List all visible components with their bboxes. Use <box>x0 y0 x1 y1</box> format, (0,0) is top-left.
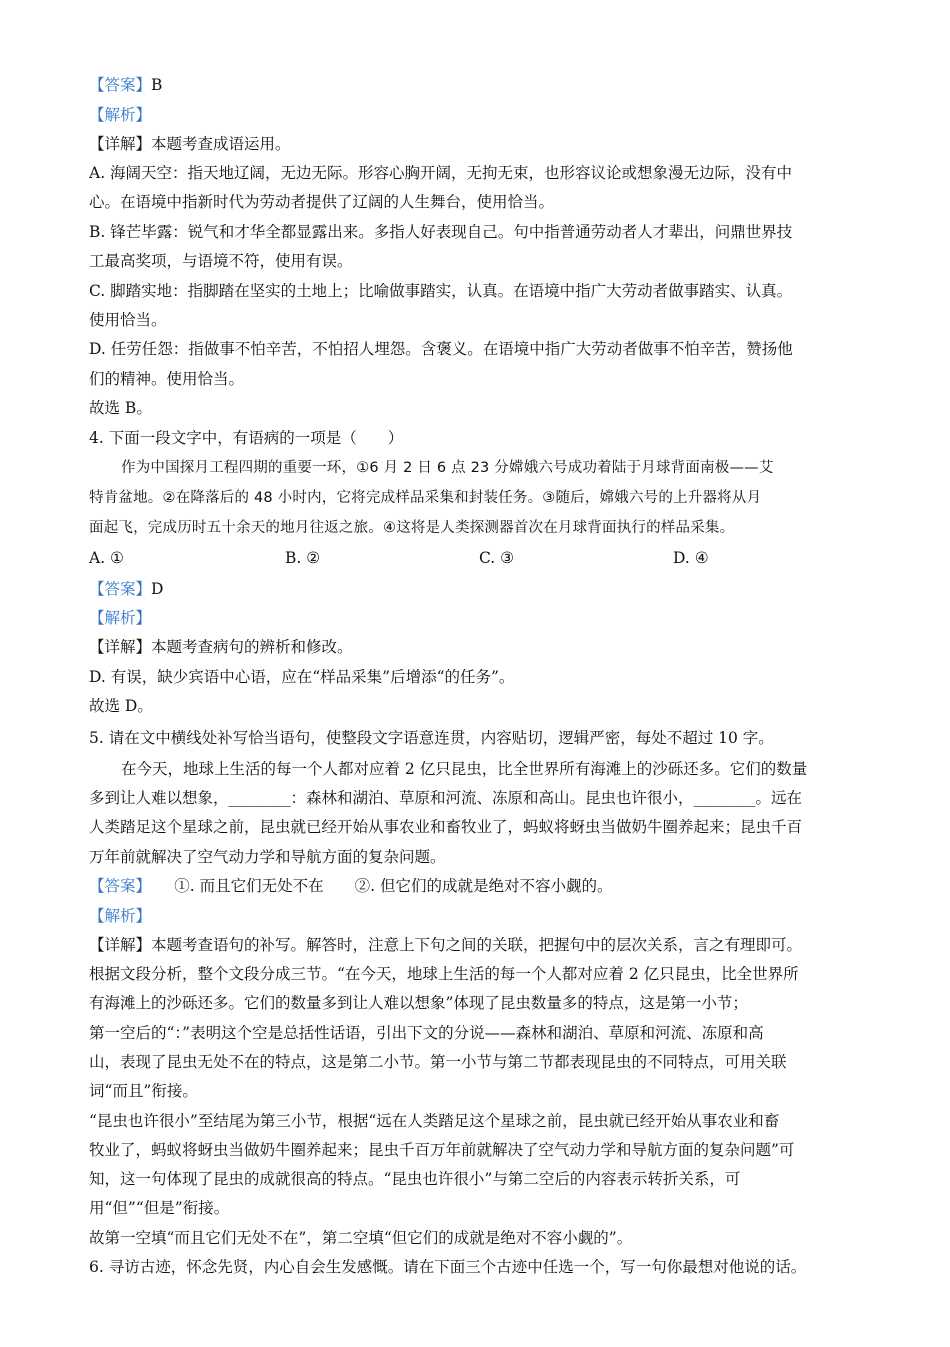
text-line <box>89 487 864 509</box>
text-span: 牧业了，蚂蚁将蚜虫当做奶牛圈养起来；昆虫千百万年前就解决了空气动力学和导航方面的复杂问题”可 <box>89 1141 795 1159</box>
text-line <box>89 963 864 985</box>
text-line <box>89 1256 864 1278</box>
text-span: “昆虫也许很小”至结尾为第三小节，根据“远在人类踏足这个星球之前，昆虫就已经开始从事农业和畜 <box>89 1112 780 1130</box>
text-line <box>89 1051 864 1073</box>
answer-option: D. ④ <box>673 549 709 567</box>
text-line <box>89 1197 864 1219</box>
text-span: ①. 而且它们无处不在 ②. 但它们的成就是绝对不容小觑的。 <box>143 877 613 895</box>
text-line <box>89 636 864 658</box>
text-line <box>89 280 864 302</box>
text-span: 们的精神。使用恰当。 <box>89 370 245 388</box>
text-span: B. 锋芒毕露：锐气和才华全都显露出来。多指人好表现自己。句中指普通劳动者人才辈出，问鼎世界技 <box>89 223 793 241</box>
text-span: 山，表现了昆虫无处不在的特点，这是第二小节。第一小节与第二节都表现昆虫的不同特点，可用关联 <box>89 1053 787 1071</box>
text-span: 6. 寻访古迹，怀念先贤，内心自会生发感慨。请在下面三个古迹中任选一个，写一句你最想对他说的话。 <box>89 1258 807 1276</box>
text-line <box>89 787 864 809</box>
section-label: 【答案】 <box>89 580 152 598</box>
text-line <box>89 397 864 419</box>
text-span: A. 海阔天空：指天地辽阔，无边无际。形容心胸开阔，无拘无束，也形容议论或想象漫无边际，没有中 <box>89 164 793 182</box>
text-span: 【详解】本题考查病句的辨析和修改。 <box>89 638 353 656</box>
text-span: 5. 请在文中横线处补写恰当语句，使整段文字语意连贯，内容贴切，逻辑严密，每处不超过 10 字。 <box>89 729 774 747</box>
answer-option: A. ① <box>89 549 124 567</box>
text-span: 在今天，地球上生活的每一个人都对应着 2 亿只昆虫，比全世界所有海滩上的沙砾还多。它们的数量 <box>121 760 808 778</box>
text-span: 使用恰当。 <box>89 311 167 329</box>
text-line <box>89 191 864 213</box>
text-line <box>89 905 864 927</box>
text-span: 词“而且”衔接。 <box>89 1082 198 1100</box>
text-span: 【详解】本题考查语句的补写。解答时，注意上下句之间的关联，把握句中的层次关系，言之有理即可。 <box>89 936 803 954</box>
text-span: 第一空后的“：”表明这个空是总括性话语，引出下文的分说——森林和湖泊、草原和河流、冻原和高 <box>89 1024 764 1042</box>
text-line <box>89 1168 864 1190</box>
answer-option: B. ② <box>285 549 321 567</box>
text-line <box>89 934 864 956</box>
text-line <box>89 1080 864 1102</box>
text-line <box>89 74 864 96</box>
text-line <box>89 162 864 184</box>
text-line <box>89 816 864 838</box>
section-label: 【解析】 <box>89 609 152 627</box>
text-span: 有海滩上的沙砾还多。它们的数量多到让人难以想象”体现了昆虫数量多的特点，这是第一小节； <box>89 994 748 1012</box>
text-line <box>89 727 864 749</box>
text-line <box>89 846 864 868</box>
text-line <box>89 607 864 629</box>
text-span: 用“但”“但是”衔接。 <box>89 1199 230 1217</box>
text-span: 故选 B。 <box>89 399 152 417</box>
text-span: 故第一空填“而且它们无处不在”，第二空填“但它们的成就是绝对不容小觑的”。 <box>89 1229 633 1247</box>
text-span: 故选 D。 <box>89 697 153 715</box>
text-span: C. 脚踏实地：指脚踏在坚实的土地上；比喻做事踏实，认真。在语境中指广大劳动者做事踏实、认真。 <box>89 282 793 300</box>
text-span: 人类踏足这个星球之前，昆虫就已经开始从事农业和畜牧业了，蚂蚁将蚜虫当做奶牛圈养起来；昆虫千百 <box>89 818 803 836</box>
text-line <box>89 695 864 717</box>
text-line <box>89 666 864 688</box>
text-span: B <box>151 76 163 94</box>
text-line <box>89 1022 864 1044</box>
text-span: 工最高奖项，与语境不符，使用有误。 <box>89 252 353 270</box>
answer-option: C. ③ <box>479 549 515 567</box>
section-label: 【解析】 <box>89 106 152 124</box>
text-line <box>89 338 864 360</box>
text-line <box>89 104 864 126</box>
section-label: 【答案】 <box>89 76 152 94</box>
text-span: 根据文段分析，整个文段分成三节。“在今天，地球上生活的每一个人都对应着 2 亿只昆虫，比全世界所 <box>89 965 799 983</box>
text-span: 4. 下面一段文字中，有语病的一项是（ ） <box>89 429 404 447</box>
text-span: 心。在语境中指新时代为劳动者提供了辽阔的人生舞台，使用恰当。 <box>89 193 555 211</box>
text-line <box>89 250 864 272</box>
text-line <box>89 1227 864 1249</box>
text-span: 面起飞，完成历时五十余天的地月往返之旅。④这将是人类探测器首次在月球背面执行的样品采集。 <box>89 520 735 536</box>
text-line <box>89 133 864 155</box>
text-line <box>89 992 864 1014</box>
text-line <box>89 427 864 449</box>
text-line <box>89 1110 864 1132</box>
text-line <box>89 1139 864 1161</box>
text-line <box>89 578 864 600</box>
text-line <box>121 758 864 780</box>
text-span: D. 有误，缺少宾语中心语，应在“样品采集”后增添“的任务”。 <box>89 668 515 686</box>
text-line <box>89 368 864 390</box>
text-line <box>89 875 864 897</box>
text-span: D <box>151 580 164 598</box>
text-span: D. 任劳任怨：指做事不怕辛苦，不怕招人埋怨。含褒义。在语境中指广大劳动者做事不怕辛苦，赞扬他 <box>89 340 793 358</box>
text-span: 知，这一句体现了昆虫的成就很高的特点。“昆虫也许很小”与第二空后的内容表示转折关系，可 <box>89 1170 741 1188</box>
text-line <box>89 221 864 243</box>
text-span: 特肯盆地。②在降落后的 48 小时内，它将完成样品采集和封装任务。③随后，嫦娥六号的上升器将从月 <box>89 490 762 506</box>
text-line <box>89 309 864 331</box>
text-line <box>89 517 864 539</box>
section-label: 【解析】 <box>89 907 152 925</box>
text-line <box>121 457 864 479</box>
text-span: 作为中国探月工程四期的重要一环，①6 月 2 日 6 点 23 分嫦娥六号成功着陆于月球背面南极——艾 <box>121 460 774 476</box>
section-label: 【答案】 <box>89 877 144 895</box>
text-span: 多到让人难以想象，________：森林和湖泊、草原和河流、冻原和高山。昆虫也许很小，________。远在 <box>89 789 803 807</box>
text-span: 【详解】本题考查成语运用。 <box>89 135 291 153</box>
text-span: 万年前就解决了空气动力学和导航方面的复杂问题。 <box>89 848 446 866</box>
